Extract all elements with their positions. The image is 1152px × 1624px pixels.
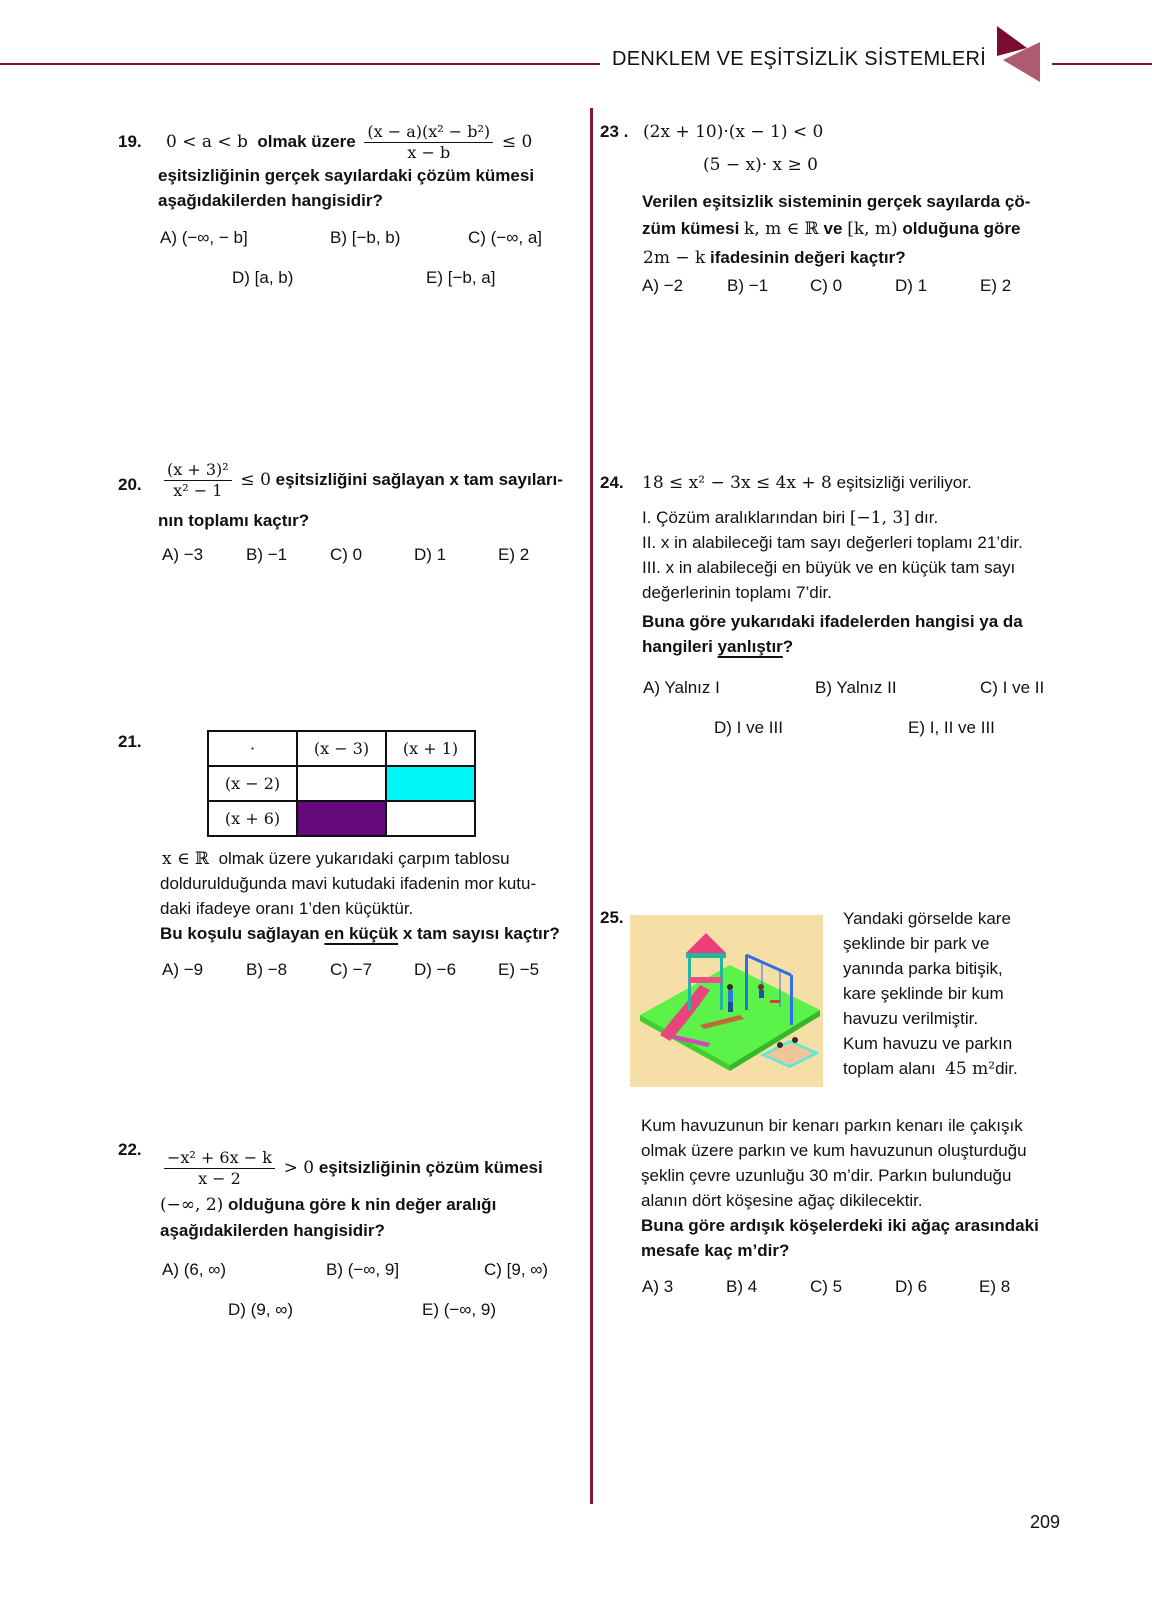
playground-illustration (630, 915, 823, 1087)
q25-option-d[interactable]: D) 6 (895, 1277, 928, 1296)
table-corner: · (208, 731, 297, 766)
double-triangle-icon (995, 24, 1045, 84)
column-divider (590, 108, 593, 1504)
question-number: 25. (600, 908, 624, 927)
q25-option-b[interactable]: B) 4 (726, 1277, 758, 1296)
q19-option-e[interactable]: E) [−b, a] (426, 268, 496, 287)
q21-bold-post: x tam sayısı kaçtır? (402, 924, 560, 943)
question-number: 19. (118, 132, 142, 151)
numerator: (x + 3)² (164, 460, 232, 481)
question-number: 22. (118, 1140, 142, 1159)
q24-stem-text: eşitsizliği veriliyor. (836, 473, 972, 492)
q19-condition: 0 < a < b (166, 131, 248, 152)
q22-fraction (164, 1148, 275, 1189)
q23-line2-post: olduğuna göre (902, 219, 1021, 238)
q24-question-1: Buna göre yukarıdaki ifadelerden hangisi ya da (642, 612, 1023, 631)
q24-option-b[interactable]: B) Yalnız II (815, 678, 897, 697)
q21-option-c[interactable]: C) −7 (330, 960, 373, 979)
q22-line2 (160, 1192, 496, 1218)
q24-underlined: yanlıştır (717, 637, 783, 656)
q25-body-line: alanın dört köşesine ağaç dikilecektir. (641, 1191, 923, 1210)
relation: ≤ 0 (501, 131, 533, 152)
q25-side-line: havuzu verilmiştir. (843, 1009, 979, 1028)
q21-line2: doldurulduğunda mavi kutudaki ifadenin mor kutu- (160, 874, 537, 893)
q21-math: x ∈ ℝ (162, 849, 210, 869)
q24-s1-interval: [−1, 3] (849, 508, 910, 528)
q24-question-2 (642, 634, 793, 659)
q25-side-line: yanında parka bitişik, (843, 959, 1003, 978)
q25-side-text (843, 906, 1018, 1082)
table-col-header: (x − 3) (297, 731, 386, 766)
q20-option-d[interactable]: D) 1 (414, 545, 447, 564)
q25-question-line: mesafe kaç m’dir? (641, 1241, 790, 1260)
table-cell-purple (297, 801, 386, 836)
q23-option-a[interactable]: A) −2 (642, 276, 684, 295)
table-row-header: (x − 2) (208, 766, 297, 801)
q22-text3: aşağıdakilerden hangisidir? (160, 1221, 385, 1240)
q21-option-b[interactable]: B) −8 (246, 960, 288, 979)
denominator: x² − 1 (173, 481, 223, 500)
q24-statement-3a: III. x in alabileceği en büyük ve en küçük tam sayı (642, 558, 1016, 577)
chapter-title: DENKLEM VE EŞİTSİZLİK SİSTEMLERİ (612, 48, 987, 70)
q23-option-e[interactable]: E) 2 (980, 276, 1012, 295)
multiplication-table (207, 730, 476, 837)
numerator: (x − a)(x² − b²) (364, 122, 493, 143)
question-number: 23 . (600, 122, 629, 141)
q21-option-a[interactable]: A) −9 (162, 960, 204, 979)
q21-question (160, 921, 560, 946)
denominator: x − b (407, 143, 451, 162)
q25-option-a[interactable]: A) 3 (642, 1277, 674, 1296)
q19-option-b[interactable]: B) [−b, b) (330, 228, 401, 247)
q21-line3: daki ifadeye oranı 1’den küçüktür. (160, 899, 414, 918)
q24-statement-3b: değerlerinin toplamı 7’dir. (642, 583, 832, 602)
q23-inequality-2: (5 − x)· x ≥ 0 (703, 155, 818, 175)
q25-area-pre: toplam alanı (843, 1059, 936, 1078)
q23-option-d[interactable]: D) 1 (895, 276, 928, 295)
q19-text: eşitsizliğinin gerçek sayılardaki çözüm kümesi aşağıdakilerden hangisidir? (158, 166, 535, 210)
q22-option-d[interactable]: D) (9, ∞) (228, 1300, 294, 1319)
table-col-header: (x + 1) (386, 731, 475, 766)
q24-q2-pre: hangileri (642, 637, 713, 656)
q23-option-c[interactable]: C) 0 (810, 276, 843, 295)
q23-interval: [k, m) (847, 219, 898, 239)
header-rule-right (1052, 63, 1152, 65)
q23-line2-pre: züm kümesi (642, 219, 740, 238)
numerator: −x² + 6x − k (164, 1148, 275, 1169)
q24-inequality: 18 ≤ x² − 3x ≤ 4x + 8 (642, 473, 832, 493)
q21-underlined: en küçük (324, 924, 399, 943)
relation: ≤ 0 (240, 469, 271, 490)
q20-text1: eşitsizliğini sağlayan x tam sayıları- (275, 469, 563, 489)
q24-option-a[interactable]: A) Yalnız I (643, 678, 720, 697)
q23-line2-math: k, m ∈ ℝ (744, 219, 819, 239)
q23-line2 (642, 216, 1020, 242)
table-cell-empty (386, 801, 475, 836)
table-cell-empty (297, 766, 386, 801)
q25-side-line: Yandaki görselde kare (843, 909, 1011, 928)
q25-side-line: kare şeklinde bir kum (843, 984, 1004, 1003)
q24-s1-pre: I. Çözüm aralıklarından biri (642, 508, 846, 527)
table-row-header: (x + 6) (208, 801, 297, 836)
q19-option-d[interactable]: D) [a, b) (232, 268, 294, 287)
q23-option-b[interactable]: B) −1 (727, 276, 769, 295)
q25-body (641, 1113, 1039, 1263)
q19-stem-line1 (166, 122, 532, 163)
q22-stem-line1 (160, 1148, 543, 1189)
q22-option-e[interactable]: E) (−∞, 9) (422, 1300, 496, 1319)
q22-option-a[interactable]: A) (6, ∞) (162, 1260, 227, 1279)
q25-body-line: şeklin çevre uzunluğu 30 m’dir. Parkın bulunduğu (641, 1166, 1012, 1185)
q25-option-c[interactable]: C) 5 (810, 1277, 843, 1296)
q19-fraction (364, 122, 493, 163)
q23-line3 (643, 245, 906, 271)
q24-statement-2: II. x in alabileceği tam sayı değerleri toplamı 21’dir. (642, 533, 1023, 552)
denominator: x − 2 (198, 1169, 241, 1188)
q25-area-post: dir. (995, 1059, 1018, 1078)
q20-option-c[interactable]: C) 0 (330, 545, 363, 564)
q20-option-e[interactable]: E) 2 (498, 545, 530, 564)
q19-option-c[interactable]: C) (−∞, a] (468, 228, 542, 247)
q25-side-line: Kum havuzu ve parkın (843, 1034, 1013, 1053)
q22-interval: (−∞, 2) (160, 1195, 224, 1215)
q25-body-line: olmak üzere parkın ve kum havuzunun oluşturduğu (641, 1141, 1027, 1160)
q25-side-line: şeklinde bir park ve (843, 934, 990, 953)
q19-lead: olmak üzere (257, 131, 356, 151)
header-rule-left (0, 63, 600, 65)
page-number: 209 (1030, 1512, 1061, 1532)
q24-option-e[interactable]: E) I, II ve III (908, 718, 995, 737)
question-number: 21. (118, 732, 142, 751)
q25-option-e[interactable]: E) 8 (979, 1277, 1011, 1296)
q25-area-value: 45 m² (945, 1059, 996, 1079)
q23-inequality-1: (2x + 10)·(x − 1) < 0 (643, 122, 824, 142)
q20-stem-line1 (160, 460, 563, 501)
q20-option-b[interactable]: B) −1 (246, 545, 288, 564)
question-number: 24. (600, 473, 624, 492)
q22-option-b[interactable]: B) (−∞, 9] (326, 1260, 400, 1279)
q21-option-e[interactable]: E) −5 (498, 960, 540, 979)
q22-option-c[interactable]: C) [9, ∞) (484, 1260, 549, 1279)
q19-option-a[interactable]: A) (−∞, − b] (160, 228, 248, 247)
q21-line1-text: olmak üzere yukarıdaki çarpım tablosu (218, 849, 510, 868)
q24-option-c[interactable]: C) I ve II (980, 678, 1045, 697)
q20-option-a[interactable]: A) −3 (162, 545, 204, 564)
q24-option-d[interactable]: D) I ve III (714, 718, 783, 737)
table-cell-blue (386, 766, 475, 801)
relation: > 0 (283, 1157, 315, 1178)
q25-body-line: Kum havuzunun bir kenarı parkın kenarı ile çakışık (641, 1116, 1023, 1135)
q22-text2: olduğuna göre k nin değer aralığı (228, 1195, 497, 1214)
q23-line2-mid: ve (823, 219, 843, 238)
q24-stem (642, 470, 972, 496)
q20-fraction (164, 460, 232, 501)
q23-expression: 2m − k (643, 248, 706, 268)
q25-area-line (843, 1056, 1018, 1082)
q20-text2: nın toplamı kaçtır? (158, 511, 310, 530)
q24-statement-1 (642, 505, 938, 531)
q25-question-line: Buna göre ardışık köşelerdeki iki ağaç arasındaki (641, 1216, 1039, 1235)
q22-text1: eşitsizliğinin çözüm kümesi (318, 1157, 543, 1177)
q24-q2-post: ? (782, 637, 794, 656)
q24-s1-post: dır. (914, 508, 939, 527)
q21-option-d[interactable]: D) −6 (414, 960, 457, 979)
q21-line1 (162, 846, 510, 872)
q23-line1: Verilen eşitsizlik sisteminin gerçek sayılarda çö- (642, 192, 1031, 211)
q23-line3-text: ifadesinin değeri kaçtır? (710, 248, 906, 267)
q21-bold-pre: Bu koşulu sağlayan (160, 924, 320, 943)
question-number: 20. (118, 475, 142, 494)
